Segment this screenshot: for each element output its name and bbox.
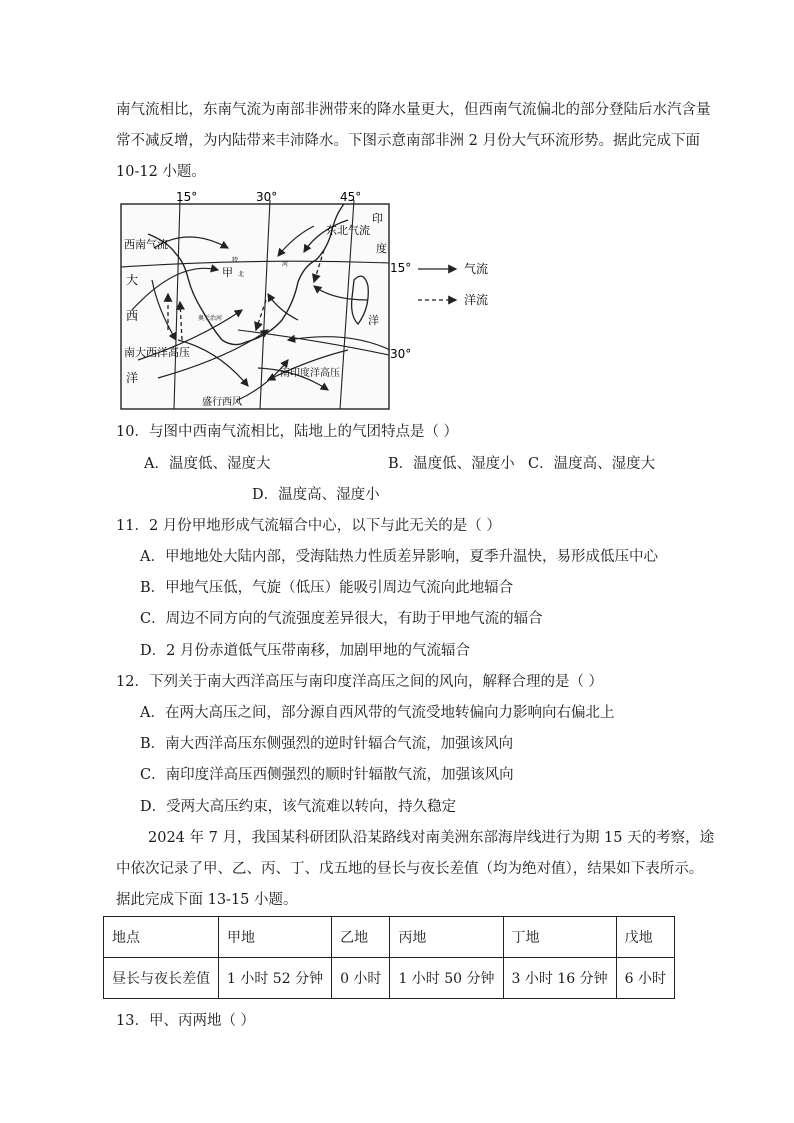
- table-header-cell: 乙地: [332, 917, 390, 958]
- q12-option-b: B．南大西洋高压东侧强烈的逆时针辐合气流，加强该风向: [140, 736, 514, 752]
- legend-current-label: 洋流: [464, 293, 489, 307]
- day-length-table: [103, 916, 675, 999]
- table-header-row: [104, 917, 675, 958]
- lat-label-30: 30°: [390, 347, 412, 361]
- label-okavango: 奥兰治河: [198, 315, 223, 322]
- passage2-line-2: 中依次记录了甲、乙、丙、丁、戊五地的昼长与夜长差值（均为绝对值），结果如下表所示。: [116, 861, 704, 877]
- q10-option-a: A．温度低、湿度大: [144, 456, 271, 472]
- table-row: [104, 958, 675, 999]
- table-header-cell: 甲地: [219, 917, 332, 958]
- label-small-b: 河: [282, 261, 289, 268]
- lon-label-30: 30°: [256, 190, 278, 204]
- legend-airflow-label: 气流: [464, 262, 489, 276]
- label-da: 大: [126, 273, 139, 287]
- table-header-cell: 地点: [104, 917, 219, 958]
- label-yang-left: 洋: [126, 371, 139, 385]
- q11-option-d: D．2 月份赤道低气压带南移，加剧甲地的气流辐合: [140, 643, 470, 659]
- table-cell: 0 小时: [332, 958, 390, 999]
- label-indian-high: 南印度洋高压: [280, 368, 340, 379]
- q13-stem: 13．甲、丙两地（ ）: [116, 1013, 256, 1029]
- label-small-a: 特: [232, 257, 239, 264]
- label-bei: 北: [238, 271, 245, 278]
- q12-option-d: D．受两大高压约束，该气流难以转向，持久稳定: [140, 799, 457, 815]
- table-header-cell: 戊地: [616, 917, 674, 958]
- label-yang-right: 洋: [368, 314, 379, 327]
- lat-label-15: 15°: [390, 261, 412, 275]
- passage2-line-1: 2024 年 7 月，我国某科研团队沿某路线对南美洲东部海岸线进行为期 15 天的考察，途: [148, 830, 715, 846]
- table-header-cell: 丙地: [390, 917, 503, 958]
- intro-line-3: 10-12 小题。: [116, 164, 206, 180]
- q12-option-a: A．在两大高压之间，部分源自西风带的气流受地转偏向力影响向右偏北上: [140, 705, 615, 721]
- q12-stem: 12．下列关于南大西洋高压与南印度洋高压之间的风向，解释合理的是（ ）: [116, 674, 604, 690]
- table-cell: 3 小时 16 分钟: [503, 958, 616, 999]
- table-cell: 1 小时 50 分钟: [390, 958, 503, 999]
- label-xi: 西: [126, 309, 139, 323]
- map-legend: [416, 258, 526, 308]
- label-ne-flow: 东北气流: [326, 224, 370, 237]
- q10-stem: 10．与图中西南气流相比，陆地上的气团特点是（ ）: [116, 424, 459, 440]
- label-du: 度: [376, 242, 387, 255]
- label-westerlies: 盛行西风: [202, 397, 242, 408]
- q11-option-c: C．周边不同方向的气流强度差异很大，有助于甲地气流的辐合: [140, 611, 543, 627]
- label-atlantic-high: 南大西洋高压: [124, 346, 190, 359]
- q11-option-b: B．甲地气压低，气旋（低压）能吸引周边气流向此地辐合: [140, 580, 514, 596]
- label-yin: 印: [372, 212, 383, 225]
- intro-line-2: 常不减反增，为内陆带来丰沛降水。下图示意南部非洲 2 月份大气环流形势。据此完成下面: [116, 133, 700, 149]
- table-cell: 6 小时: [616, 958, 674, 999]
- q10-option-c: C．温度高、湿度大: [528, 456, 656, 472]
- label-jia: 甲: [222, 266, 233, 279]
- q10-option-d: D．温度高、湿度小: [252, 487, 380, 503]
- table-header-cell: 丁地: [503, 917, 616, 958]
- lon-label-15: 15°: [176, 190, 198, 204]
- passage2-line-3: 据此完成下面 13-15 小题。: [116, 892, 298, 908]
- q10-option-b: B．温度低、湿度小: [388, 456, 515, 472]
- table-cell: 昼长与夜长差值: [104, 958, 219, 999]
- q11-option-a: A．甲地地处大陆内部，受海陆热力性质差异影响，夏季升温快，易形成低压中心: [140, 549, 658, 565]
- table-cell: 1 小时 52 分钟: [219, 958, 332, 999]
- intro-line-1: 南气流相比，东南气流为南部非洲带来的降水量更大，但西南气流偏北的部分登陆后水汽含量: [116, 102, 711, 118]
- lon-label-45: 45°: [340, 190, 362, 204]
- q11-stem: 11．2 月份甲地形成气流辐合中心，以下与此无关的是（ ）: [116, 518, 501, 534]
- label-sw-flow: 西南气流: [124, 238, 168, 251]
- q12-option-c: C．南印度洋高压西侧强烈的顺时针辐散气流，加强该风向: [140, 767, 514, 783]
